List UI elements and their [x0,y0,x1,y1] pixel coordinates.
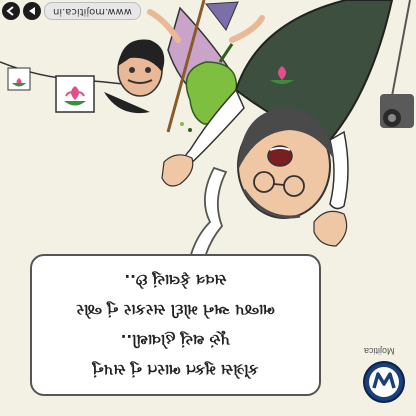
caption-line-4: સવત્ર ફેલાયું છે.. [124,271,227,289]
play-button[interactable] [23,2,41,20]
brand-name: Mojitica [364,346,395,356]
caption-bubble [30,254,321,396]
caption-lines [32,256,319,394]
play-icon [26,5,38,17]
top-toolbar [0,0,142,22]
caption-line-3: ભાજપ અને મોદી સરકાર નું જોર [76,301,275,319]
caption-line-1: કોંગ્રેસ મુક્ત ભારત નું સપનું [92,361,259,379]
site-url: www.mojitica.in [53,5,132,17]
lotus-flag-left [8,68,30,90]
url-badge[interactable] [44,2,141,20]
caption-line-2: પૂરું થયું હોવાથી.. [120,331,231,349]
back-icon [5,5,17,17]
brand-logo [362,360,406,404]
lotus-flag-center [56,76,94,112]
back-button[interactable] [2,2,20,20]
